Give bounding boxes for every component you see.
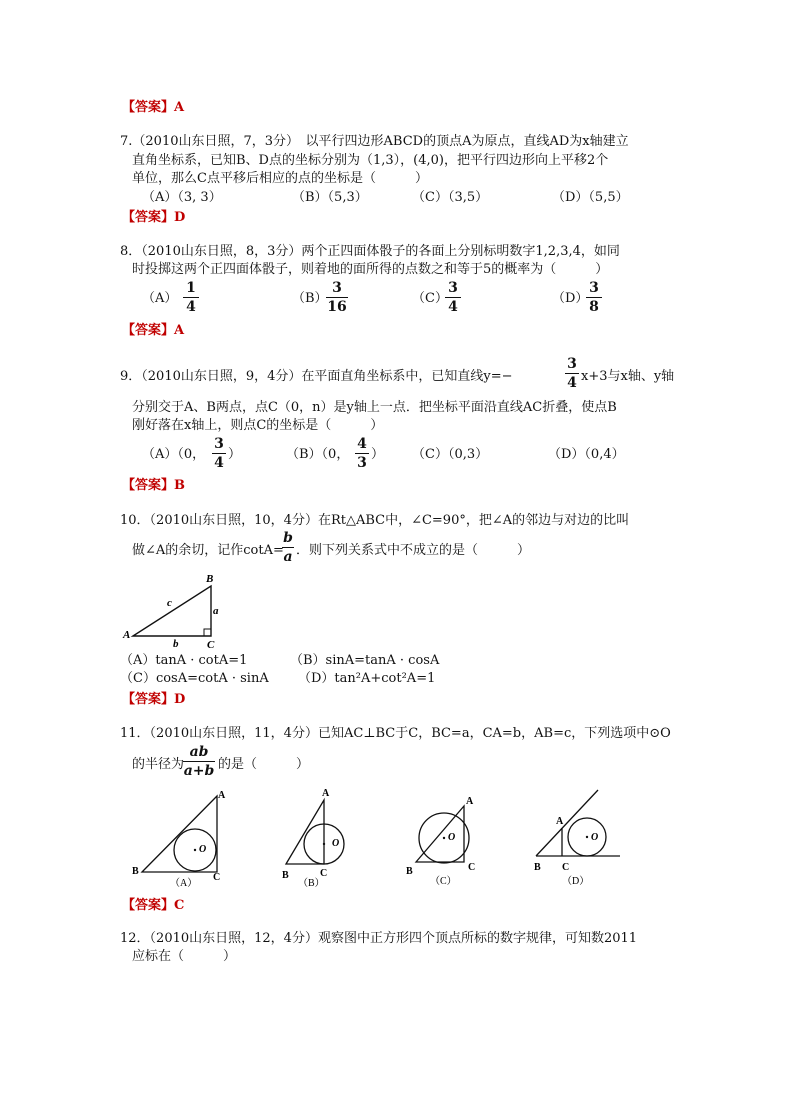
- answer-q6: 【答案】A: [122, 100, 185, 115]
- q8-option-a: （A）: [142, 291, 178, 306]
- label-c: c: [167, 597, 172, 609]
- label-C: C: [562, 862, 570, 873]
- label-C: C: [320, 868, 328, 879]
- center-dot: [586, 836, 588, 838]
- label-b: b: [173, 638, 179, 648]
- q8-option-c: （C）: [412, 291, 448, 306]
- q9-line1a: 9．（2010山东日照，9，4分）在平面直角坐标系中，已知直线y=−: [120, 369, 513, 384]
- label-B: B: [534, 862, 541, 873]
- q7-line1: 7.（2010山东日照，7，3分） 以平行四边形ABCD的顶点A为原点，直线AD为x轴建立: [120, 134, 629, 149]
- q9-slope-fraction: 3 4: [565, 356, 579, 391]
- triangle-shape: [286, 800, 324, 864]
- label-A: A: [123, 629, 131, 641]
- label-O: O: [332, 838, 340, 849]
- caption-b: （B）: [298, 878, 325, 889]
- label-A: A: [322, 788, 330, 799]
- label-A: A: [466, 796, 474, 807]
- q10-line2b: ．则下列关系式中不成立的是（ ）: [296, 543, 531, 558]
- hypotenuse-line: [536, 790, 598, 856]
- q9-fraction-b: 4 3: [355, 436, 369, 471]
- answer-q7: 【答案】D: [122, 210, 186, 225]
- q10-line2a: 做∠A的余切，记作cotA=: [132, 543, 284, 558]
- triangle-shape: [416, 806, 464, 862]
- label-A: A: [556, 816, 564, 827]
- q10-option-a: （A）tanA · cotA=1: [120, 653, 248, 668]
- label-O: O: [199, 844, 207, 855]
- q7-option-b: （B）（5,3）: [292, 190, 368, 205]
- q10-option-d: （D）tan²A+cot²A=1: [298, 671, 436, 686]
- q7-line2: 直角坐标系，已知B、D点的坐标分别为（1,3），(4,0)，把平行四边形向上平移2个: [132, 153, 609, 168]
- q8-option-d: （D）: [552, 291, 589, 306]
- caption-d: （D）: [562, 876, 590, 887]
- label-B: B: [206, 573, 214, 585]
- center-dot: [443, 837, 445, 839]
- label-C: C: [207, 639, 215, 648]
- label-B: B: [132, 866, 139, 877]
- q7-option-c: （C）（3,5）: [412, 190, 489, 205]
- q11-figure-d: [528, 784, 628, 890]
- center-dot: [323, 843, 325, 845]
- q11-radius-fraction: ab a+b: [183, 744, 215, 779]
- q10-cot-fraction: b a: [283, 530, 293, 565]
- q9-option-b: （B）（0，: [286, 447, 350, 462]
- q12-line2: 应标在（ ）: [132, 949, 237, 964]
- caption-a: （A）: [170, 878, 198, 889]
- q9-option-b-close: ）: [371, 447, 385, 462]
- q8-fraction-c: 3 4: [445, 280, 461, 315]
- answer-q10: 【答案】D: [122, 692, 186, 707]
- q9-option-a-close: ）: [228, 447, 242, 462]
- answer-q11: 【答案】C: [122, 898, 185, 913]
- q10-right-triangle-figure: [115, 568, 225, 648]
- label-B: B: [282, 870, 289, 881]
- q11-line2a: 的半径为: [132, 757, 185, 772]
- q9-option-c: （C）（0,3）: [412, 447, 489, 462]
- q8-fraction-a: 1 4: [183, 280, 199, 315]
- label-C: C: [213, 872, 221, 883]
- q10-option-c: （C）cosA=cotA · sinA: [120, 671, 269, 686]
- q10-option-b: （B）sinA=tanA · cosA: [290, 653, 440, 668]
- center-dot: [194, 849, 196, 851]
- q9-line1b: x+3与x轴、y轴: [581, 369, 675, 384]
- q8-fraction-d: 3 8: [586, 280, 602, 315]
- caption-c: （C）: [430, 876, 457, 887]
- q11-figure-a: [128, 786, 228, 890]
- right-angle-mark: [204, 629, 211, 636]
- q9-option-a: （A）（0，: [142, 447, 206, 462]
- q11-figure-b: [272, 786, 362, 890]
- triangle-shape: [142, 796, 217, 872]
- answer-q9: 【答案】B: [122, 478, 185, 493]
- label-B: B: [406, 866, 413, 877]
- q11-line2b: 的是（ ）: [218, 757, 310, 772]
- q10-line1: 10．（2010山东日照，10，4分）在Rt△ABC中，∠C=90°，把∠A的邻边与对边的比叫: [120, 513, 630, 528]
- q8-line1: 8．（2010山东日照，8，3分）两个正四面体骰子的各面上分别标明数字1,2,3,4，如同: [120, 244, 620, 259]
- q9-line3: 刚好落在x轴上，则点C的坐标是（ ）: [132, 418, 384, 433]
- label-A: A: [218, 790, 226, 801]
- q9-line2: 分别交于A、B两点，点C（0，n）是y轴上一点．把坐标平面沿直线AC折叠，使点B: [132, 400, 617, 415]
- answer-q8: 【答案】A: [122, 323, 185, 338]
- q12-line1: 12．（2010山东日照，12，4分）观察图中正方形四个顶点所标的数字规律，可知数2011: [120, 931, 638, 946]
- q8-line2: 时投掷这两个正四面体骰子，则着地的面所得的点数之和等于5的概率为（ ）: [132, 262, 609, 277]
- q7-line3: 单位，那么C点平移后相应的点的坐标是（ ）: [132, 171, 428, 186]
- label-O: O: [448, 832, 456, 843]
- label-C: C: [468, 862, 476, 873]
- triangle-shape: [133, 586, 211, 636]
- q8-option-b: （B）: [292, 291, 328, 306]
- label-O: O: [591, 832, 599, 843]
- q9-fraction-a: 3 4: [212, 436, 226, 471]
- q7-option-a: （A）（3, 3）: [142, 190, 222, 205]
- label-a: a: [213, 605, 219, 617]
- q7-option-d: （D）（5,5）: [552, 190, 629, 205]
- q8-fraction-b: 3 16: [327, 280, 347, 315]
- q11-line1: 11．（2010山东日照，11，4分）已知AC⊥BC于C，BC=a，CA=b，AB=c，下列选项中⊙O: [120, 726, 671, 741]
- q11-figure-c: [398, 790, 498, 890]
- q9-option-d: （D）（0,4）: [548, 447, 625, 462]
